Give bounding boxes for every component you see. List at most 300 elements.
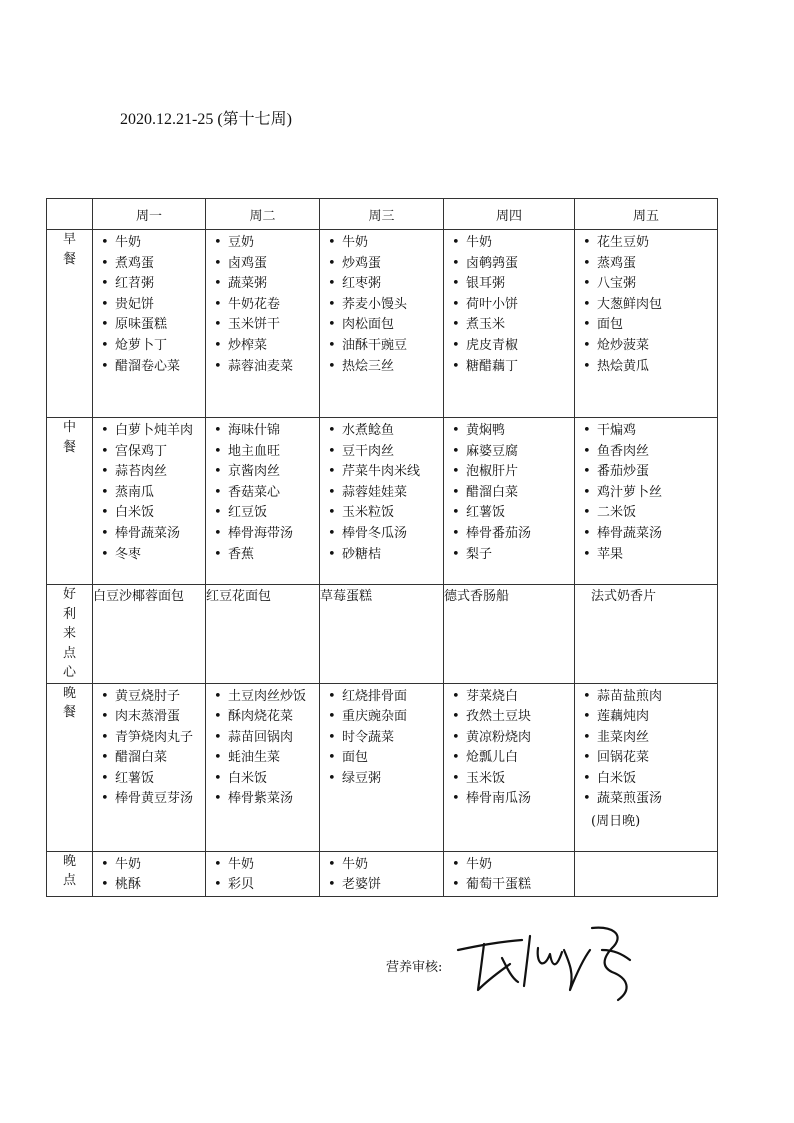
dish-item [581,254,717,275]
bullet-icon: • [214,484,222,500]
dish-item [212,357,319,378]
dish-item [326,357,443,378]
dish-name: 孜然土豆块 [466,709,532,725]
dish-name: 豆干肉丝 [342,443,395,459]
menu-cell [320,230,444,418]
dish-name: 棒骨冬瓜汤 [342,525,408,541]
dish-item [450,254,574,275]
bullet-icon: • [101,546,109,562]
dish-list [575,852,717,855]
dish-item [99,421,205,442]
dish-item [212,421,319,442]
dish-name: 贵妃饼 [115,296,155,312]
bullet-icon: • [214,255,222,271]
dish-name: 煮鸡蛋 [115,255,155,271]
bullet-icon: • [214,546,222,562]
bullet-icon: • [583,688,591,704]
dish-item [581,357,717,378]
bullet-icon: • [452,484,460,500]
day-header: 周二 [206,199,320,230]
dish-item [581,687,717,708]
dish-name: 蔬菜煎蛋汤 [597,791,663,807]
menu-cell [444,230,575,418]
bullet-icon: • [101,688,109,704]
dish-name: 棒骨南瓜汤 [466,791,532,807]
dish-name: 二米饭 [597,505,637,521]
bullet-icon: • [101,296,109,312]
bullet-icon: • [214,358,222,374]
dish-item [99,462,205,483]
snack-cell: 德式香肠船 [444,585,575,684]
dish-item [99,769,205,790]
bullet-icon: • [583,423,591,438]
menu-cell [320,851,444,896]
dish-item [450,233,574,254]
bullet-icon: • [328,296,336,312]
dish-item [326,687,443,708]
meal-label-text: 晚点 [62,853,76,888]
dish-list [206,418,319,565]
bullet-icon: • [328,235,336,250]
day-header: 周四 [444,199,575,230]
bullet-icon: • [328,255,336,271]
dish-name: 醋溜白菜 [115,750,168,766]
menu-cell [575,230,718,418]
bullet-icon: • [101,317,109,333]
dish-item [450,315,574,336]
dish-name: 牛奶 [466,856,493,872]
menu-cell [206,418,320,585]
dish-item [450,336,574,357]
dish-item [581,524,717,545]
dish-name: 肉末蒸滑蛋 [115,709,181,725]
dish-list [444,684,574,811]
bullet-icon: • [214,750,222,766]
dish-name: 芽菜烧白 [466,688,519,704]
meal-label-dinner [47,683,93,851]
menu-cell [575,851,718,896]
dish-item [450,545,574,566]
dish-list [206,852,319,896]
dish-name: 苹果 [597,546,624,562]
snack-cell: 红豆花面包 [206,585,320,684]
dish-name: 鸡汁萝卜丝 [597,484,663,500]
dish-item [326,315,443,336]
dish-name: 炒榨菜 [228,337,268,353]
dish-name: 红薯饭 [466,505,506,521]
dish-item [212,254,319,275]
bullet-icon: • [452,750,460,766]
dish-name: 鱼香肉丝 [597,443,650,459]
dinner-row [47,683,718,851]
dish-name: 蒜苔肉丝 [115,464,168,480]
dish-list [206,230,319,377]
menu-cell [93,851,206,896]
bullet-icon: • [583,709,591,725]
bullet-icon: • [583,443,591,459]
bullet-icon: • [214,276,222,292]
dish-name: 蒜蓉油麦菜 [228,358,294,374]
dish-name: 牛奶 [228,856,255,872]
dish-item [326,421,443,442]
bullet-icon: • [583,770,591,786]
dish-item [581,336,717,357]
dish-name: 地主血旺 [228,443,281,459]
bullet-icon: • [452,709,460,725]
bullet-icon: • [214,709,222,725]
dish-item [450,357,574,378]
dish-item [326,336,443,357]
bullet-icon: • [214,877,222,893]
dish-name: 红豆饭 [228,505,268,521]
dish-item [581,503,717,524]
dish-item [212,545,319,566]
dish-name: 黄焖鸭 [466,423,506,438]
day-note: (周日晚) [591,814,641,830]
day-header: 周五 [575,199,718,230]
dish-item [212,769,319,790]
dish-name: 醋溜卷心菜 [115,358,181,374]
dish-item [326,462,443,483]
bullet-icon: • [214,423,222,438]
dish-item [581,545,717,566]
dish-name: 面包 [342,750,369,766]
dish-name: 黄凉粉烧肉 [466,729,532,745]
bullet-icon: • [101,791,109,807]
bullet-icon: • [328,317,336,333]
bullet-icon: • [583,525,591,541]
dish-item [450,462,574,483]
dish-name: 牛奶花卷 [228,296,281,312]
bullet-icon: • [214,464,222,480]
dish-item [450,421,574,442]
bullet-icon: • [452,276,460,292]
dish-item [212,707,319,728]
bullet-icon: • [583,255,591,271]
dish-name: 桃酥 [115,877,142,893]
dish-item [581,295,717,316]
bullet-icon: • [452,464,460,480]
dish-name: 葡萄干蛋糕 [466,877,532,893]
bullet-icon: • [583,276,591,292]
dish-item [212,483,319,504]
day-header: 周三 [320,199,444,230]
dish-item [99,855,205,876]
dish-name: 时令蔬菜 [342,729,395,745]
dish-item [212,442,319,463]
snack-cell: 草莓蛋糕 [320,585,444,684]
bullet-icon: • [328,443,336,459]
dish-item [326,855,443,876]
dish-item [99,503,205,524]
bullet-icon: • [328,770,336,786]
dish-item [99,687,205,708]
dish-name: 八宝粥 [597,276,637,292]
dish-name: 炒鸡蛋 [342,255,382,271]
dish-name: 京酱肉丝 [228,464,281,480]
dish-item [450,728,574,749]
bullet-icon: • [214,770,222,786]
bullet-icon: • [328,484,336,500]
bullet-icon: • [452,235,460,250]
dish-name: 麻婆豆腐 [466,443,519,459]
dish-item [450,503,574,524]
bullet-icon: • [101,464,109,480]
dish-item [326,524,443,545]
dish-name: 蒸鸡蛋 [597,255,637,271]
dish-name: 海味什锦 [228,423,281,438]
dish-name: 白米饭 [115,505,155,521]
dish-name: 棒骨蔬菜汤 [115,525,181,541]
dish-item [326,295,443,316]
dish-item [450,274,574,295]
dish-name: 香蕉 [228,546,255,562]
dish-item [326,707,443,728]
dish-name: 炝萝卜丁 [115,337,168,353]
dish-name: 香菇菜心 [228,484,281,500]
bullet-icon: • [583,505,591,521]
bullet-icon: • [328,358,336,374]
dish-item [212,233,319,254]
bullet-icon: • [583,235,591,250]
dish-name: 白米饭 [228,770,268,786]
dish-name: 糖醋藕丁 [466,358,519,374]
dish-name: 豆奶 [228,235,255,250]
bullet-icon: • [583,484,591,500]
meal-label-text: 早餐 [62,232,76,267]
bullet-icon: • [328,729,336,745]
dish-item [99,274,205,295]
bullet-icon: • [328,525,336,541]
bullet-icon: • [101,709,109,725]
bullet-icon: • [214,525,222,541]
bullet-icon: • [328,276,336,292]
dish-name: 大葱鲜肉包 [597,296,663,312]
dish-name: 肉松面包 [342,317,395,333]
dish-name: 卤鸡蛋 [228,255,268,271]
dish-name: 土豆肉丝炒饭 [228,688,307,704]
dish-item [212,295,319,316]
dish-name: 绿豆粥 [342,770,382,786]
dish-list [444,418,574,565]
dish-name: 白米饭 [597,770,637,786]
bullet-icon: • [583,546,591,562]
dish-item [99,728,205,749]
dish-item [581,769,717,790]
dish-item [99,707,205,728]
bullet-icon: • [328,546,336,562]
dish-item [581,789,717,810]
dish-name: 青笋烧肉丸子 [115,729,194,745]
dish-name: 煮玉米 [466,317,506,333]
bullet-icon: • [452,525,460,541]
dish-item [450,769,574,790]
dish-item [581,421,717,442]
dish-list [575,230,717,377]
snack-row [47,585,718,684]
dish-item [581,274,717,295]
weekly-menu-table [46,198,718,897]
dish-name: 蒜蓉娃娃菜 [342,484,408,500]
bullet-icon: • [101,358,109,374]
bullet-icon: • [214,688,222,704]
dish-item [581,442,717,463]
dish-item [99,748,205,769]
dish-item [99,254,205,275]
dish-item [212,748,319,769]
dish-item [450,707,574,728]
dish-item [212,315,319,336]
dish-name: 玉米粒饭 [342,505,395,521]
bullet-icon: • [214,317,222,333]
dish-name: 白萝卜炖羊肉 [115,423,194,438]
bullet-icon: • [583,791,591,807]
dish-name: 彩贝 [228,877,255,893]
bullet-icon: • [101,484,109,500]
dish-item [99,789,205,810]
reviewer-signature [452,920,642,1005]
meal-label-text: 好利来点心 [62,587,76,680]
dish-name: 莲藕炖肉 [597,709,650,725]
dish-item [326,233,443,254]
meal-label-late [47,851,93,896]
dish-item [450,875,574,896]
dish-name: 水煮鲶鱼 [342,423,395,438]
dish-list [320,418,443,565]
dish-list [93,684,205,811]
dish-item [326,728,443,749]
snack-cell: 白豆沙椰蓉面包 [93,585,206,684]
menu-cell [444,418,575,585]
dish-list [93,418,205,565]
dish-list [575,418,717,565]
bullet-icon: • [452,337,460,353]
dish-item [212,462,319,483]
dish-name: 牛奶 [342,856,369,872]
dish-name: 热烩三丝 [342,358,395,374]
dish-name: 红枣粥 [342,276,382,292]
dish-name: 棒骨蔬菜汤 [597,525,663,541]
dish-name: 番茄炒蛋 [597,464,650,480]
bullet-icon: • [452,423,460,438]
menu-cell [93,683,206,851]
meal-label-lunch [47,418,93,585]
lunch-row [47,418,718,585]
dish-list [320,852,443,896]
meal-label-breakfast [47,230,93,418]
meal-label-snack [47,585,93,684]
bullet-icon: • [214,729,222,745]
bullet-icon: • [583,358,591,374]
meal-label-text: 晚餐 [62,685,76,720]
dish-item [99,295,205,316]
dish-name: 牛奶 [466,235,493,250]
day-header: 周一 [93,199,206,230]
dish-name: 泡椒肝片 [466,464,519,480]
bullet-icon: • [101,750,109,766]
dish-name: 红苕粥 [115,276,155,292]
menu-cell [320,418,444,585]
dish-name: 醋溜白菜 [466,484,519,500]
dish-name: 棒骨番茄汤 [466,525,532,541]
bullet-icon: • [101,877,109,893]
dish-name: 蒜苗盐煎肉 [597,688,663,704]
bullet-icon: • [328,709,336,725]
dish-item [450,789,574,810]
dish-item [450,442,574,463]
dish-list [444,230,574,377]
bullet-icon: • [101,770,109,786]
dish-list [320,684,443,790]
dish-item [99,875,205,896]
bullet-icon: • [101,443,109,459]
dish-name: 荞麦小馒头 [342,296,408,312]
bullet-icon: • [214,235,222,250]
bullet-icon: • [583,337,591,353]
bullet-icon: • [328,464,336,480]
menu-cell [575,683,718,851]
bullet-icon: • [101,276,109,292]
dish-name: 砂糖桔 [342,546,382,562]
dish-name: 油酥干豌豆 [342,337,408,353]
dish-item [99,545,205,566]
dish-item [326,254,443,275]
bullet-icon: • [328,750,336,766]
dish-name: 酥肉烧花菜 [228,709,294,725]
bullet-icon: • [214,296,222,312]
header-row [47,199,718,230]
dish-name: 梨子 [466,546,493,562]
bullet-icon: • [452,255,460,271]
bullet-icon: • [101,505,109,521]
bullet-icon: • [583,750,591,766]
dish-name: 卤鹌鹑蛋 [466,255,519,271]
bullet-icon: • [101,255,109,271]
dish-name: 原味蛋糕 [115,317,168,333]
dish-item [212,875,319,896]
bullet-icon: • [583,317,591,333]
bullet-icon: • [452,546,460,562]
dish-name: 干煸鸡 [597,423,637,438]
menu-cell [206,851,320,896]
dish-item [581,233,717,254]
dish-item [326,748,443,769]
bullet-icon: • [452,505,460,521]
dish-item [326,769,443,790]
dish-name: 黄豆烧肘子 [115,688,181,704]
menu-cell [444,683,575,851]
dish-item [212,855,319,876]
bullet-icon: • [452,317,460,333]
bullet-icon: • [328,856,336,872]
dish-name: 牛奶 [342,235,369,250]
breakfast-row [47,230,718,418]
snack-cell: 法式奶香片 [575,585,718,684]
bullet-icon: • [328,423,336,438]
menu-cell [206,683,320,851]
dish-item [450,748,574,769]
dish-name: 回锅花菜 [597,750,650,766]
dish-item [326,442,443,463]
dish-item [326,483,443,504]
dish-item [99,357,205,378]
dish-name: 炝瓢儿白 [466,750,519,766]
bullet-icon: • [583,296,591,312]
dish-item [450,295,574,316]
dish-item [99,233,205,254]
dish-item [581,315,717,336]
dish-item [212,687,319,708]
